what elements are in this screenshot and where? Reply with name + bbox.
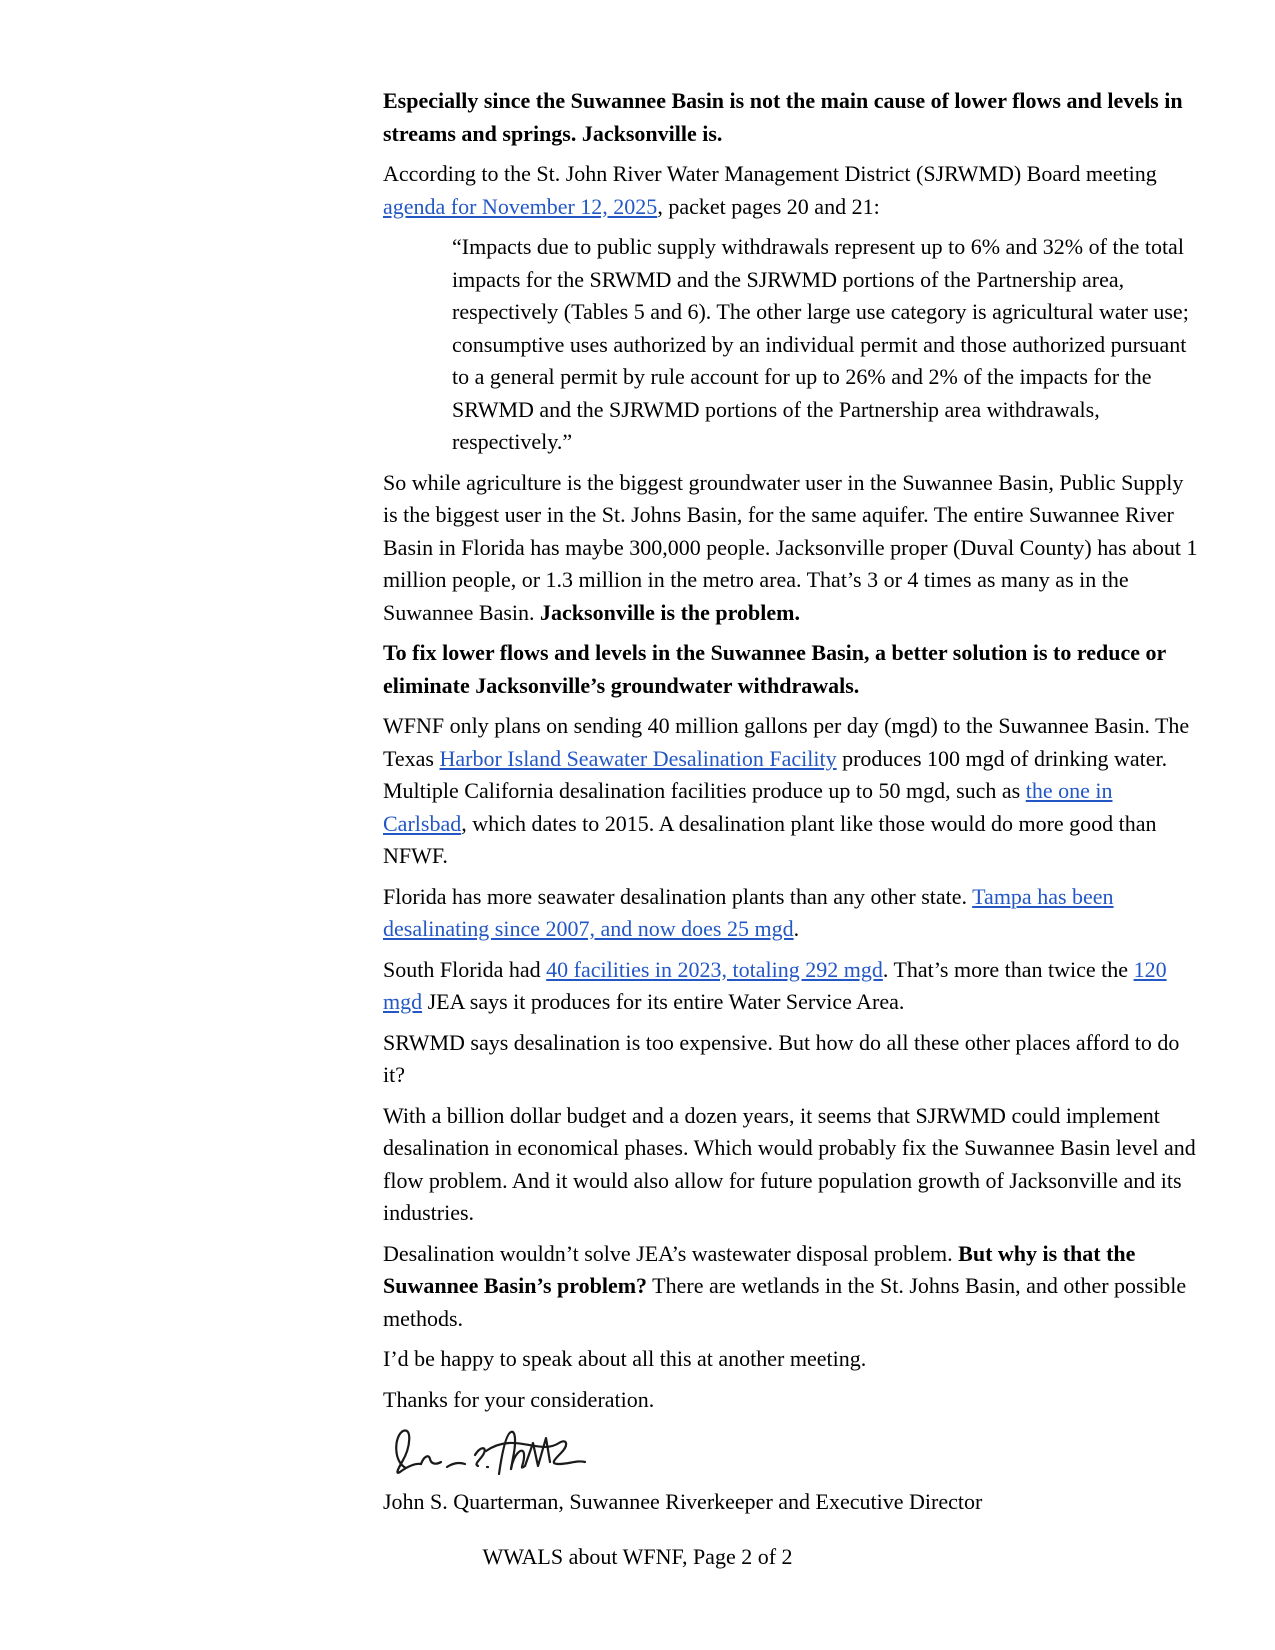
paragraph-to-fix-bold: To fix lower flows and levels in the Suwannee Basin, a better solution is to reduce or eliminate Jacksonville’s groundwater withdrawals. xyxy=(383,640,1166,698)
text-run: There are wetlands in the St. Johns Basin, and other possible methods. xyxy=(383,1273,1187,1331)
paragraph-florida-desalination xyxy=(383,881,1201,946)
text-run: , which dates to 2015. A desalination plant like those would do more good than NFWF. xyxy=(383,810,1157,868)
link-tampa-desalinating[interactable]: Tampa has been desalinating since 2007, and now does 25 mgd xyxy=(383,883,1114,941)
paragraph-srwmd-expensive: SRWMD says desalination is too expensive. But how do all these other places afford to do it? xyxy=(383,1029,1180,1087)
text-run: . That’s more than twice the xyxy=(882,956,1134,982)
bold-jacksonville-problem: Jacksonville is the problem. xyxy=(540,599,800,625)
paragraph-so-while xyxy=(383,467,1201,630)
paragraph-happy-to-speak: I’d be happy to speak about all this at another meeting. xyxy=(383,1346,867,1371)
paragraph-lead-bold: Especially since the Suwannee Basin is not the main cause of lower flows and levels in streams and springs. Jacksonville is. xyxy=(383,88,1183,146)
text-run: South Florida had xyxy=(383,956,547,982)
link-harbor-island-facility[interactable]: Harbor Island Seawater Desalination Facility xyxy=(439,745,837,771)
paragraph-thanks: Thanks for your consideration. xyxy=(383,1386,655,1412)
page-footer: WWALS about WFNF, Page 2 of 2 xyxy=(482,1544,793,1569)
paragraph-south-florida xyxy=(383,954,1201,1019)
text-run: . xyxy=(793,916,800,941)
text-run: Florida has more seawater desalination plants than any other state. xyxy=(383,883,973,909)
text-run: WFNF only plans on sending 40 million gallons per day (mgd) to the Suwannee Basin. The Texas xyxy=(383,713,1190,771)
paragraph-desal-wastewater xyxy=(383,1238,1201,1336)
link-agenda-november-12-2025[interactable]: agenda for November 12, 2025 xyxy=(383,193,658,219)
text-run: produces 100 mgd of drinking water. Multiple California desalination facilities produce up to 50 mgd, such as xyxy=(383,745,1168,803)
text-run: , packet pages 20 and 21: xyxy=(657,193,880,219)
link-120-mgd[interactable]: 120 mgd xyxy=(383,956,1167,1014)
link-carlsbad[interactable]: the one in Carlsbad xyxy=(383,778,1113,836)
handwritten-signature-icon xyxy=(387,1424,587,1478)
blockquote-sjrwmd-packet: “Impacts due to public supply withdrawals represent up to 6% and 32% of the total impacts for the SRWMD and the SJRWMD portions of the Partnership area, respectively (Tables 5 and 6). The other large use category is agricultural water use; consumptive uses authorized by an individual permit and those authorized pursuant to a general permit by rule account for up to 26% and 2% of the impacts for the SRWMD and the SJRWMD portions of the Partnership area withdrawals, respectively.” xyxy=(452,234,1189,454)
paragraph-wfnf-plans xyxy=(383,710,1201,873)
bold-suwannee-basins-problem: But why is that the Suwannee Basin’s problem? xyxy=(383,1240,1136,1298)
signature-image xyxy=(387,1424,1201,1478)
paragraph-billion-budget: With a billion dollar budget and a dozen years, it seems that SJRWMD could implement desalination in economical phases. Which would probably fix the Suwannee Basin level and flow problem. And it would also allow for future population growth of Jacksonville and its industries. xyxy=(383,1102,1196,1225)
text-run: So while agriculture is the biggest groundwater user in the Suwannee Basin, Public Supply is the biggest user in the St. Johns Basin, for the same aquifer. The entire Suwannee River Basin in Florida has maybe 300,000 people. Jacksonville proper (Duval County) has about 1 million people, or 1.3 million in the metro area. That’s 3 or 4 times as many as in the Suwannee Basin. xyxy=(383,469,1198,625)
text-run: Desalination wouldn’t solve JEA’s wastewater disposal problem. xyxy=(383,1240,959,1266)
text-run: JEA says it produces for its entire Water Service Area. xyxy=(422,989,905,1014)
link-40-facilities-2023[interactable]: 40 facilities in 2023, totaling 292 mgd xyxy=(546,956,883,982)
paragraph-according xyxy=(383,158,1201,223)
paragraph-signoff: John S. Quarterman, Suwannee Riverkeeper and Executive Director xyxy=(383,1489,983,1514)
text-run: According to the St. John River Water Management District (SJRWMD) Board meeting xyxy=(383,161,1157,186)
letter-body xyxy=(383,85,1201,1527)
